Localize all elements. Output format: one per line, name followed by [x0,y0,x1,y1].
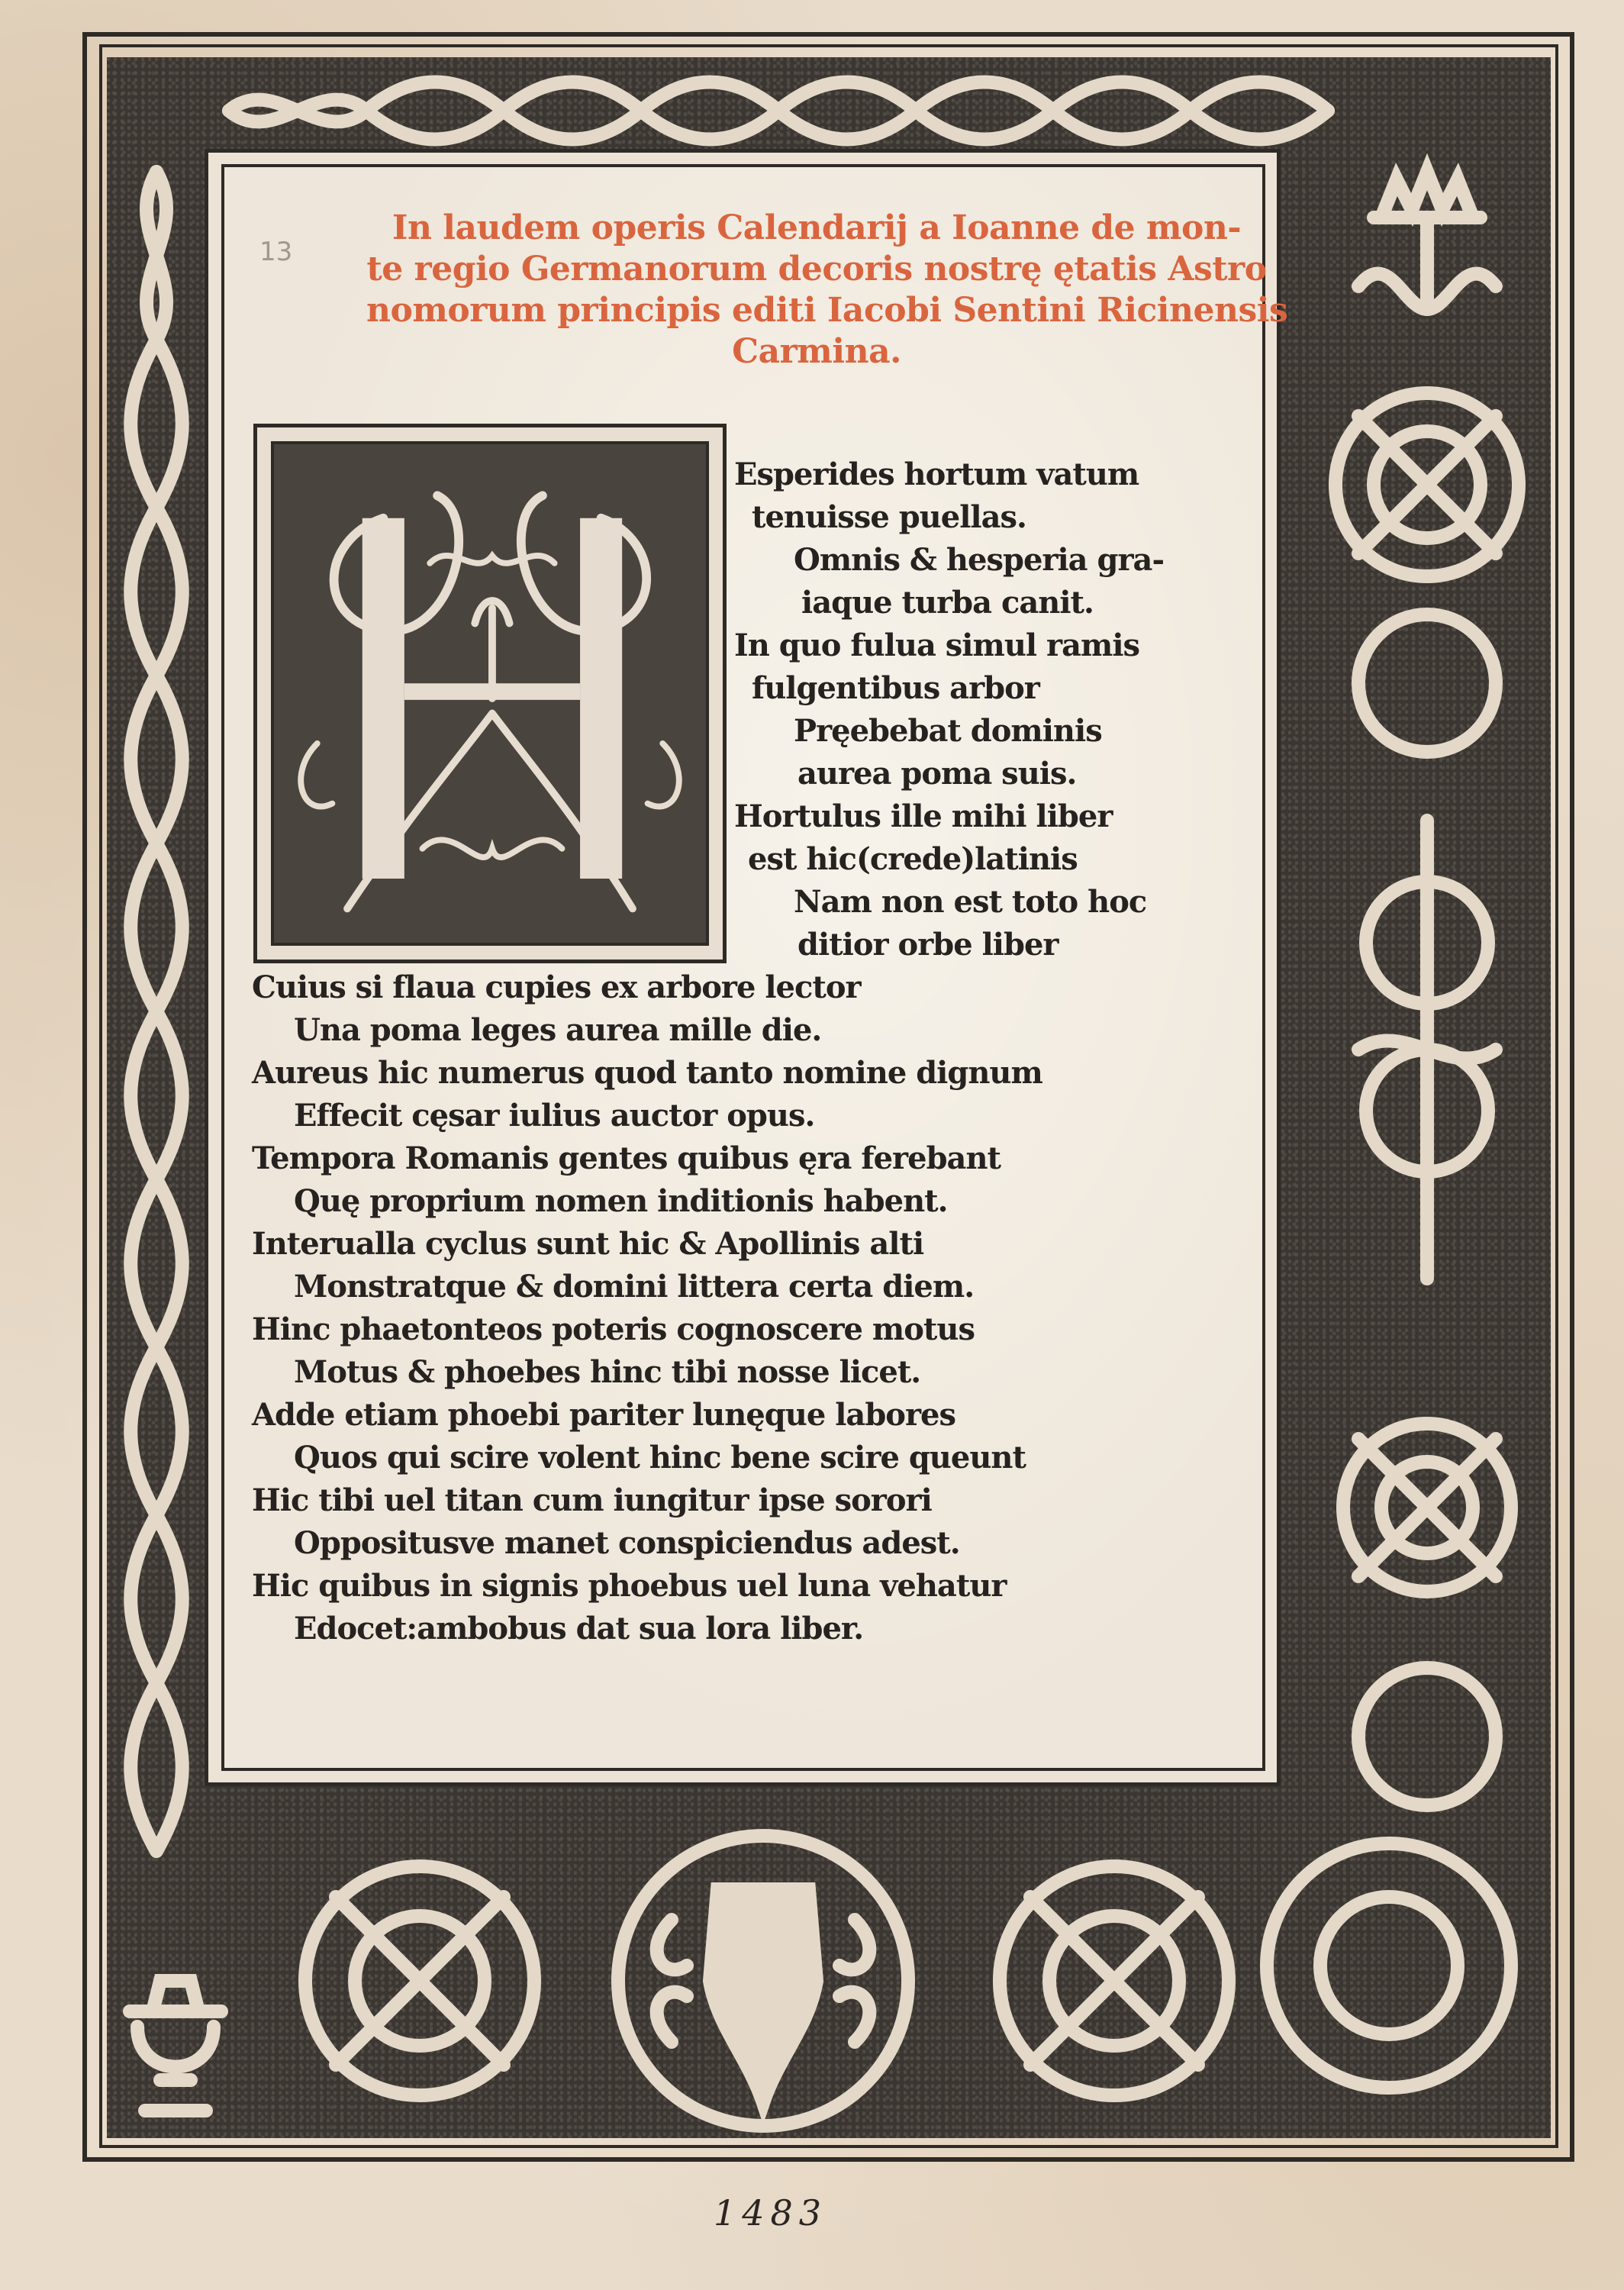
verse-line: Edocet:ambobus dat sua lora liber. [294,1611,864,1647]
verse-line: tenuisse puellas. [752,499,1026,535]
verse-line: Adde etiam phoebi pariter lunęque labores [252,1397,956,1433]
interlace-roundel-bottom-left-icon [305,1866,534,2095]
heading-line: In laudem operis Calendarij a Ioanne de mon- [392,208,1242,247]
verse-line: Quę proprium nomen inditionis habent. [294,1183,948,1219]
decorated-initial-h [253,424,727,963]
verse-line: Hic quibus in signis phoebus uel luna vehatur [252,1568,1007,1604]
handwritten-date: 1483 [714,2192,828,2234]
verse-line: Hic tibi uel titan cum iungitur ipse sorori [252,1482,932,1518]
heading-line: nomorum principis editi Iacobi Sentini Ricinensis [366,291,1288,330]
heading-line: Carmina. [732,332,901,371]
margin-annotation: 13 [259,237,293,267]
interlace-column-right-icon [1336,393,1519,1805]
verse-line: Quos qui scire volent hinc bene scire queunt [294,1440,1026,1476]
verse-line: Omnis & hesperia gra- [794,542,1165,578]
verse-line: Tempora Romanis gentes quibus ęra ferebant [252,1140,1001,1176]
verse-line: Hortulus ille mihi liber [734,798,1113,834]
verse-line: Una poma leges aurea mille die. [294,1012,822,1048]
verse-line: iaque turba canit. [801,585,1094,621]
rubricated-heading [366,208,1288,373]
verse-line: Nam non est toto hoc [794,884,1147,920]
verse-line: Oppositusve manet conspiciendus adest. [294,1525,960,1561]
verse-line: Pręebebat dominis [794,713,1102,749]
verse-line: Hinc phaetonteos poteris cognoscere motus [252,1311,975,1347]
shield-medallion-icon [618,1836,908,2126]
foliated-initial-h-icon [257,427,723,960]
interlace-knot-top-icon [229,82,1328,140]
verse-line: ditior orbe liber [798,927,1058,963]
verse-line: Esperides hortum vatum [734,456,1139,492]
crown-emblem-icon [1358,172,1496,309]
verse-line: Monstratque & domini littera certa diem. [294,1269,975,1305]
verse-line: est hic(crede)latinis [748,841,1078,877]
verse-line: Aureus hic numerus quod tanto nomine dignum [252,1055,1042,1091]
verse-line: In quo fulua simul ramis [734,627,1140,663]
verse-line: fulgentibus arbor [752,670,1039,706]
verse-line: Interualla cyclus sunt hic & Apollinis alti [252,1226,924,1262]
verse-line: aurea poma suis. [798,756,1077,792]
interlace-column-left-icon [130,172,182,1851]
verse-line: Cuius si flaua cupies ex arbore lector [252,969,861,1005]
interlace-roundel-bottom-right-icon [1000,1843,1511,2095]
heading-line: te regio Germanorum decoris nostrę ętatis Astro [366,250,1267,289]
vase-icon [130,1981,221,2111]
verse-line: Motus & phoebes hinc tibi nosse licet. [294,1354,921,1390]
verse-line: Effecit cęsar iulius auctor opus. [294,1098,815,1134]
